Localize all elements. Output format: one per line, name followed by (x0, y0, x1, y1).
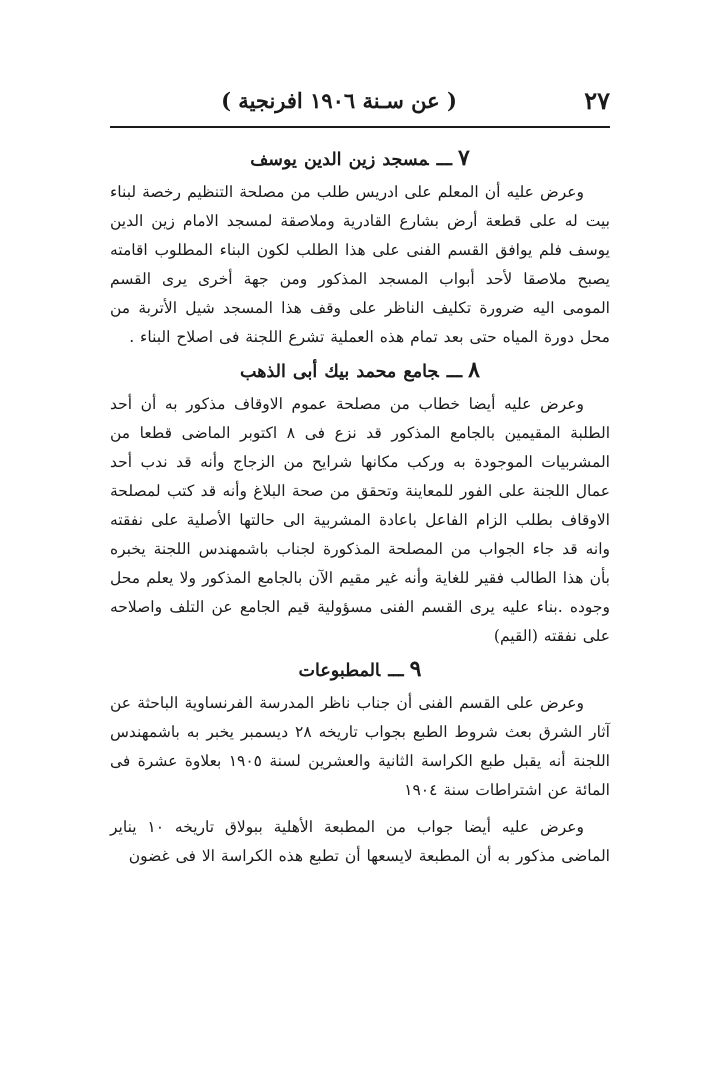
section-title: مسجد زين الدين يوسف (250, 150, 429, 170)
section-heading (110, 140, 610, 178)
section-title: المطبوعات (298, 661, 381, 681)
paragraph: وعرض عليه أن المعلم على ادريس طلب من مصلحة التنظيم رخصة لبناء بيت له على قطعة أرض بشارع القادرية وملاصقة لمسجد الامام زين الدين يوسف فلم يوافق القسم الفنى على هذا الطلب لكون البناء المطلوب اقامته يصبح ملاصقا لأحد أبواب المسجد المذكور ومن جهة أخرى يرى القسم المومى اليه ضرورة تكليف الناظر على وقف هذا المسجد شيل الأتربة من محل دورة المياه حتى بعد تمام هذه العملية تشرع اللجنة فى اصلاح البناء . (110, 183, 610, 346)
header-rule (110, 126, 610, 128)
paragraph: وعرض عليه أيضا جواب من المطبعة الأهلية ببولاق تاريخه ١٠ يناير الماضى مذكور به أن المطبعة لايسعها أن تطبع هذه الكراسة الا فى غضون (110, 818, 610, 865)
page-number: ٢٧ (584, 86, 610, 115)
running-title: ( عن سـنة ١٩٠٦ افرنجية ) (221, 88, 457, 113)
paragraph-gap (110, 805, 610, 813)
section-heading (110, 651, 610, 689)
page-header (108, 86, 610, 120)
section-number: ٧ (457, 145, 470, 171)
section-number: ٨ (468, 357, 480, 383)
paragraph: وعرض عليه أيضا خطاب من مصلحة عموم الاوقاف مذكور به أن أحد الطلبة المقيمين بالجامع المذكور قد نزع فى ٨ اكتوبر الماضى قطعا من المشربيات الموجودة به وركب مكانها شرايح من الزجاج وأنه قد ندب أحد عمال اللجنة على الفور للمعاينة وتحقق من صحة البلاغ وأنه قد كتب لمصلحة الاوقاف بطلب الزام الفاعل باعادة المشربية الى حالتها الأصلية على نفقته وانه قد جاء الجواب من المصلحة المذكورة لجناب باشمهندس اللجنة يخبره بأن هذا الطالب فقير للغاية وأنه غير مقيم الآن بالجامع المذكور ولا يعلم محل وجوده .بناء عليه يرى القسم الفنى مسؤولية قيم الجامع عن التلف واصلاحه على نفقته (القيم) (110, 395, 610, 645)
paragraph: وعرض على القسم الفنى أن جناب ناظر المدرسة الفرنساوية الباحثة عن آثار الشرق بعث شروط الطبع بجواب تاريخه ٢٨ ديسمبر يخبر به باشمهندس اللجنة أنه يقبل طبع الكراسة الثانية والعشرين لسنة ١٩٠٥ بعلاوة عشرة فى المائة عن اشتراطات سنة ١٩٠٤ (110, 694, 610, 799)
section-dash: ـــ (388, 661, 404, 681)
section-dash: ـــ (436, 150, 452, 170)
section-dash: ـــ (446, 362, 463, 382)
page-body (110, 140, 610, 871)
section-heading (110, 352, 610, 390)
section-title: جامع محمد بيك أبى الذهب (240, 362, 439, 382)
section-number: ٩ (409, 656, 422, 682)
